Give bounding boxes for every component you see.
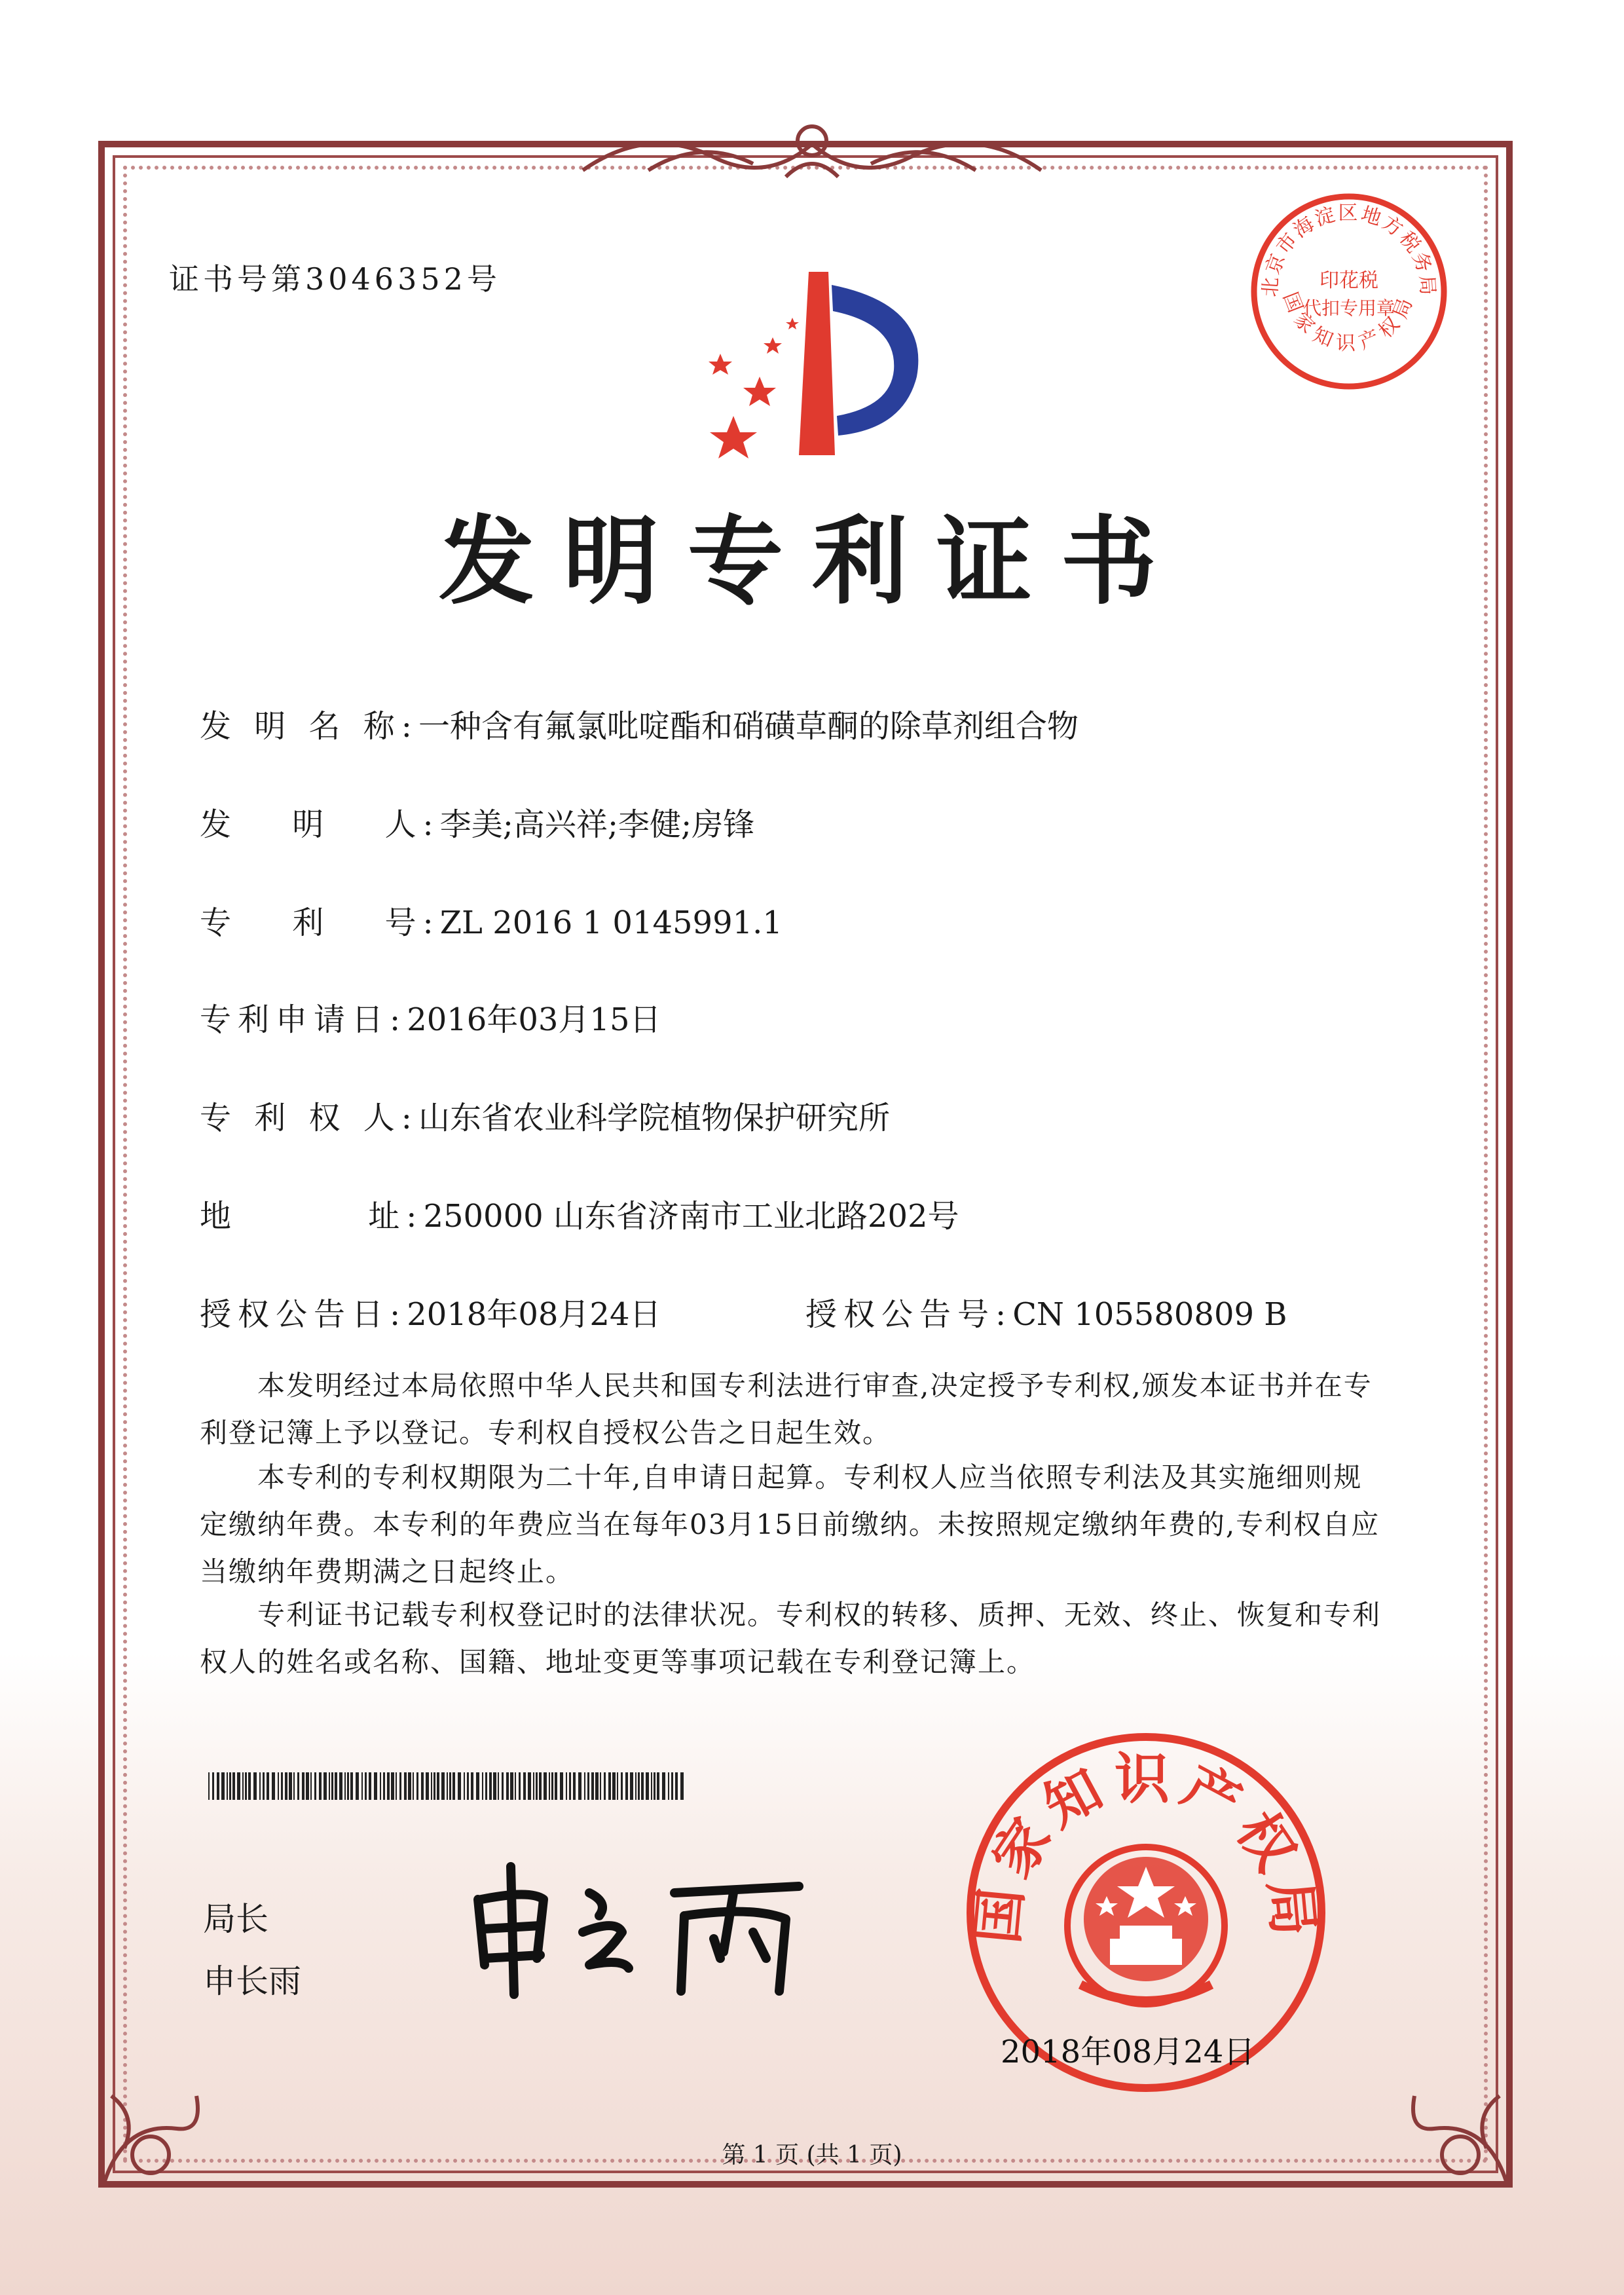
field-label: 专利申请日:: [200, 1001, 407, 1038]
barcode: [208, 1772, 686, 1800]
barcode-bar: [229, 1772, 231, 1800]
field-value: 2018年08月24日: [407, 1296, 661, 1333]
barcode-bar: [458, 1772, 461, 1800]
field-label: 授权公告日:: [200, 1296, 407, 1333]
barcode-bar: [566, 1772, 567, 1800]
barcode-bar: [356, 1772, 359, 1800]
barcode-bar: [600, 1772, 601, 1800]
barcode-bar: [383, 1772, 385, 1800]
barcode-bar: [651, 1772, 652, 1800]
barcode-bar: [434, 1772, 435, 1800]
tax-seal-ring-text: 北京市海淀区地方税务局: [1259, 202, 1439, 298]
field-label: 地 址:: [200, 1198, 424, 1235]
barcode-bar: [662, 1772, 665, 1800]
barcode-bar: [544, 1772, 547, 1800]
barcode-bar: [374, 1772, 377, 1800]
barcode-bar: [560, 1772, 563, 1800]
barcode-bar: [680, 1772, 684, 1800]
barcode-bar: [431, 1772, 432, 1800]
barcode-bar: [329, 1772, 330, 1800]
barcode-bar: [498, 1772, 499, 1800]
barcode-bar: [591, 1772, 594, 1800]
page-footer: 第 1 页 (共 1 页): [722, 2142, 902, 2169]
barcode-bar: [310, 1772, 312, 1800]
director-title: 局长: [203, 1900, 268, 1938]
national-emblem: [1067, 1847, 1225, 2004]
paragraph-1: 本发明经过本局依照中华人民共和国专利法进行审查,决定授予专利权,颁发本证书并在专利登记簿上予以登记。专利权自授权公告之日起生效。: [200, 1370, 1373, 1449]
barcode-bar: [248, 1772, 251, 1800]
barcode-bar: [293, 1772, 295, 1800]
field-value: ZL 2016 1 0145991.1: [439, 905, 783, 941]
barcode-bar: [297, 1772, 299, 1800]
barcode-bar: [245, 1772, 247, 1800]
barcode-bar: [413, 1772, 414, 1800]
paragraph-2: 本专利的专利权期限为二十年,自申请日起算。专利权人应当依照专利法及其实施细则规定缴纳年费。本专利的年费应当在每年03月15日前缴纳。未按照规定缴纳年费的,专利权自应当缴纳年费期满之日起终止。: [200, 1461, 1380, 1588]
barcode-bar: [536, 1772, 538, 1800]
barcode-bar: [306, 1772, 309, 1800]
barcode-bar: [302, 1772, 304, 1800]
barcode-bar: [654, 1772, 655, 1800]
barcode-bar: [464, 1772, 465, 1800]
barcode-bar: [227, 1772, 228, 1800]
barcode-bar: [635, 1772, 637, 1800]
field-application-date: [200, 994, 661, 1039]
barcode-bar: [404, 1772, 407, 1800]
barcode-bar: [399, 1772, 401, 1800]
barcode-bar: [391, 1772, 394, 1800]
barcode-bar: [217, 1772, 219, 1800]
tax-seal-center-2: 代扣专用章: [1302, 297, 1395, 319]
field-label: 授权公告号:: [805, 1296, 1013, 1333]
barcode-bar: [347, 1772, 349, 1800]
barcode-bar: [396, 1772, 397, 1800]
barcode-bar: [608, 1772, 611, 1800]
tax-seal-bottom-text: 国家知识产权局: [1278, 289, 1420, 355]
barcode-bar: [380, 1772, 381, 1800]
barcode-bar: [323, 1772, 327, 1800]
director-name: 申长雨: [203, 1962, 301, 2000]
barcode-bar: [339, 1772, 342, 1800]
barcode-bar: [578, 1772, 581, 1800]
seal-ring-text: 国家知识产权局: [964, 1746, 1328, 1947]
barcode-bar: [289, 1772, 292, 1800]
barcode-bar: [471, 1772, 473, 1800]
barcode-bar: [515, 1772, 516, 1800]
barcode-bar: [208, 1772, 210, 1800]
barcode-bar: [319, 1772, 322, 1800]
barcode-bar: [237, 1772, 240, 1800]
barcode-bar: [408, 1772, 411, 1800]
barcode-bar: [253, 1772, 257, 1800]
field-grant-date: [200, 1289, 661, 1334]
tax-seal-stamp: [1247, 190, 1450, 393]
barcode-bar: [551, 1772, 553, 1800]
field-inventors: [200, 799, 754, 844]
field-patentee: [200, 1092, 890, 1138]
barcode-bar: [493, 1772, 496, 1800]
barcode-bar: [335, 1772, 337, 1800]
seal-date: 2018年08月24日: [1001, 2034, 1255, 2070]
field-value: 一种含有氟氯吡啶酯和硝磺草酮的除草剂组合物: [418, 708, 1079, 745]
barcode-bar: [502, 1772, 504, 1800]
field-value: 李美;高兴祥;李健;房锋: [439, 806, 755, 843]
field-value: CN 105580809 B: [1012, 1296, 1287, 1333]
field-invention-name: [200, 701, 1079, 746]
certificate-title: 发明专利证书: [439, 506, 1185, 618]
field-value: 山东省农业科学院植物保护研究所: [418, 1100, 890, 1136]
barcode-bar: [314, 1772, 316, 1800]
barcode-bar: [447, 1772, 448, 1800]
barcode-bar: [638, 1772, 640, 1800]
barcode-bar: [510, 1772, 513, 1800]
barcode-bar: [646, 1772, 649, 1800]
barcode-bar: [437, 1772, 439, 1800]
barcode-bar: [657, 1772, 659, 1800]
barcode-bar: [485, 1772, 487, 1800]
barcode-bar: [584, 1772, 585, 1800]
barcode-bar: [612, 1772, 616, 1800]
field-label: 专 利 权 人:: [200, 1100, 418, 1136]
barcode-bar: [617, 1772, 618, 1800]
paragraph-3: 专利证书记载专利权登记时的法律状况。专利权的转移、质押、无效、终止、恢复和专利权人的姓名或名称、国籍、地址变更等事项记载在专利登记簿上。: [200, 1599, 1382, 1678]
field-value: 2016年03月15日: [407, 1001, 661, 1038]
barcode-bar: [528, 1772, 531, 1800]
barcode-bar: [533, 1772, 534, 1800]
barcode-bar: [272, 1772, 275, 1800]
barcode-bar: [675, 1772, 678, 1800]
field-label: 发 明 人:: [200, 806, 440, 843]
barcode-bar: [232, 1772, 235, 1800]
barcode-bar: [549, 1772, 550, 1800]
barcode-bar: [668, 1772, 669, 1800]
barcode-bar: [267, 1772, 269, 1800]
barcode-bar: [630, 1772, 633, 1800]
barcode-bar: [489, 1772, 492, 1800]
barcode-bar: [221, 1772, 225, 1800]
barcode-bar: [467, 1772, 469, 1800]
barcode-bar: [365, 1772, 367, 1800]
barcode-bar: [263, 1772, 265, 1800]
field-grant-number: [805, 1289, 1287, 1334]
field-label: 发 明 名 称:: [200, 708, 418, 745]
barcode-bar: [212, 1772, 214, 1800]
barcode-bar: [569, 1772, 571, 1800]
barcode-bar: [482, 1772, 483, 1800]
barcode-bar: [555, 1772, 557, 1800]
top-ornament: [570, 111, 1054, 190]
barcode-bar: [671, 1772, 673, 1800]
certificate-number: 证书号第3046352号: [169, 261, 501, 297]
barcode-bar: [426, 1772, 429, 1800]
barcode-bar: [278, 1772, 279, 1800]
field-patent-number: [200, 897, 783, 942]
barcode-bar: [416, 1772, 418, 1800]
barcode-bar: [387, 1772, 390, 1800]
barcode-bar: [369, 1772, 371, 1800]
barcode-bar: [641, 1772, 644, 1800]
barcode-bar: [573, 1772, 576, 1800]
barcode-bar: [361, 1772, 363, 1800]
barcode-bar: [259, 1772, 261, 1800]
field-address: [200, 1191, 959, 1236]
field-value: 250000 山东省济南市工业北路202号: [423, 1198, 959, 1235]
barcode-bar: [539, 1772, 542, 1800]
barcode-bar: [350, 1772, 353, 1800]
barcode-bar: [476, 1772, 479, 1800]
tax-seal-center-1: 印花税: [1320, 269, 1378, 292]
barcode-bar: [595, 1772, 599, 1800]
barcode-bar: [242, 1772, 244, 1800]
field-label: 专 利 号:: [200, 905, 440, 941]
barcode-bar: [441, 1772, 445, 1800]
barcode-bar: [452, 1772, 455, 1800]
barcode-bar: [331, 1772, 333, 1800]
barcode-bar: [421, 1772, 424, 1800]
barcode-bar: [625, 1772, 628, 1800]
barcode-bar: [506, 1772, 509, 1800]
barcode-bar: [285, 1772, 287, 1800]
barcode-bar: [587, 1772, 589, 1800]
barcode-bar: [519, 1772, 521, 1800]
barcode-bar: [449, 1772, 451, 1800]
barcode-bar: [523, 1772, 526, 1800]
barcode-bar: [621, 1772, 623, 1800]
barcode-bar: [604, 1772, 606, 1800]
barcode-bar: [281, 1772, 283, 1800]
barcode-bar: [344, 1772, 346, 1800]
patent-office-logo: [681, 265, 943, 468]
director-signature: [458, 1854, 825, 2004]
